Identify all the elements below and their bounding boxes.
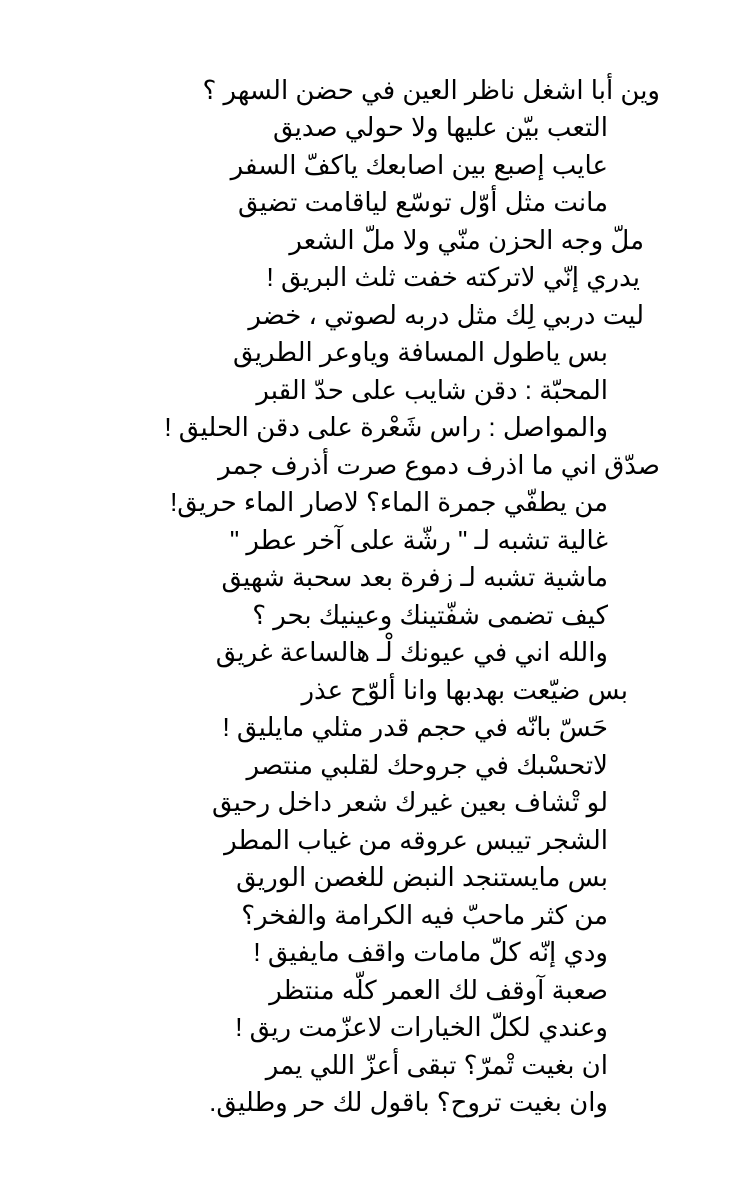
poem-line: بس ضيّعت بهدبها وانا ألوّح عذر (301, 675, 628, 705)
poem-line: لاتحسْبك في جروحك لقلبي منتصر (246, 750, 608, 780)
poem-line: يدري إنّي لاتركته خفت ثلث البريق ! (266, 262, 640, 292)
poem-line: ليت دربي لِك مثل دربه لصوتي ، خضر (248, 300, 644, 330)
poem-text (0, 72, 756, 1152)
poem-line: ان بغيت تْمرّ؟ تبقى أعزّ اللي يمر (265, 1050, 608, 1080)
poem-line: كيف تضمى شفّتينك وعينيك بحر ؟ (252, 600, 608, 630)
poem-line: ماشية تشبه لـ زفرة بعد سحبة شهيق (221, 562, 608, 592)
poem-line: وان بغيت تروح؟ باقول لك حر وطليق. (209, 1087, 608, 1117)
poem-line: من يطفّي جمرة الماء؟ لاصار الماء حريق! (170, 487, 608, 517)
poem-line: الشجر تيبس عروقه من غياب المطر (224, 825, 608, 855)
poem-line: غالية تشبه لـ " رشّة على آخر عطر " (229, 525, 608, 555)
poem-line: عايب إصبع بين اصابعك ياكفّ السفر (230, 150, 608, 180)
poem-line: المحبّة : دقن شايب على حدّ القبر (256, 375, 608, 405)
poem-line: صعبة آوقف لك العمر كلّه منتظر (269, 975, 608, 1005)
poem-line: وعندي لكلّ الخيارات لاعزّمت ريق ! (235, 1012, 608, 1042)
poem-line: والله اني في عيونك لْـ هالساعة غريق (215, 637, 608, 667)
poem-line: مانت مثل أوّل توسّع لياقامت تضيق (238, 187, 608, 217)
poem-line: والمواصل : راس شَعْرة على دقن الحليق ! (164, 412, 608, 442)
poem-line: ودي إنّه كلّ مامات واقف مايفيق ! (253, 937, 608, 967)
poem-line: بس ياطول المسافة وياوعر الطريق (233, 337, 608, 367)
poem-line: لو تْشاف بعين غيرك شعر داخل رحيق (211, 787, 608, 817)
poem-line: التعب بيّن عليها ولا حولي صديق (272, 112, 608, 142)
poem-line: ملّ وجه الحزن منّي ولا ملّ الشعر (289, 225, 644, 255)
poem-line: حَسّ بانّه في حجم قدر مثلي مايليق ! (222, 712, 608, 742)
poem-line: بس مايستنجد النبض للغصن الوريق (236, 862, 608, 892)
poem-line: صدّق اني ما اذرف دموع صرت أذرف جمر (218, 450, 660, 480)
poem-line: من كثر ماحبّ فيه الكرامة والفخر؟ (241, 900, 608, 930)
poem-line: وين أبا اشغل ناظر العين في حضن السهر ؟ (202, 75, 660, 105)
